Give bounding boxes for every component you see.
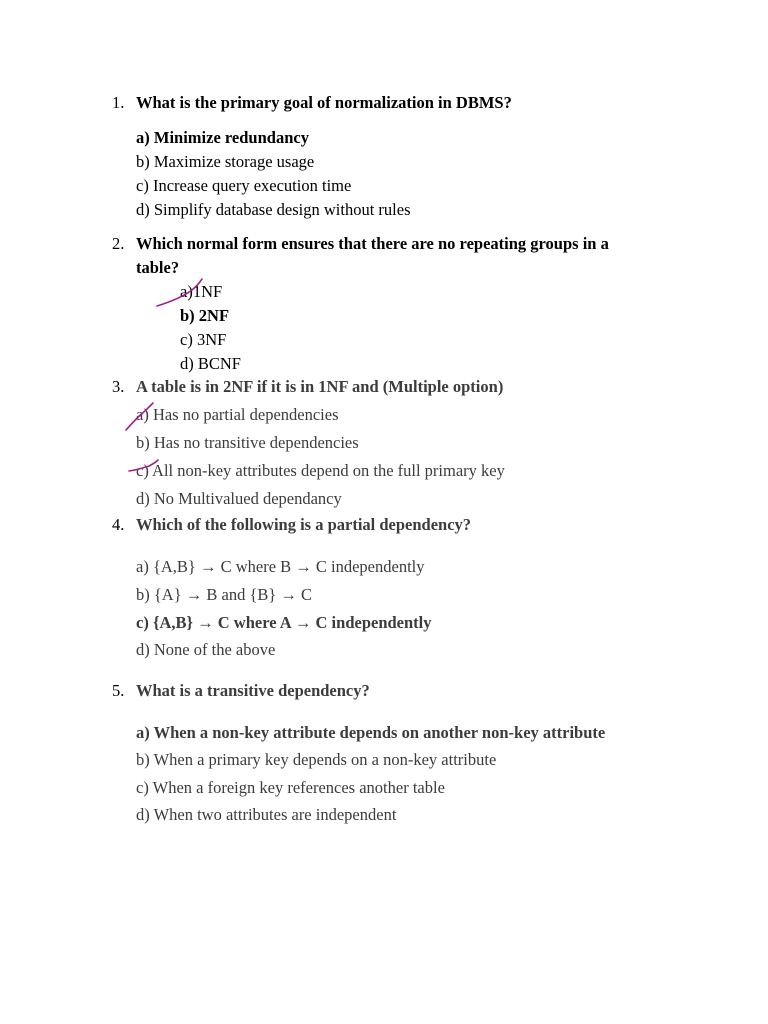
answer-option: d) No Multivalued dependancy — [136, 489, 342, 508]
answer-option: b) When a primary key depends on a non-key attribute — [136, 750, 497, 769]
answer-option: b) Maximize storage usage — [136, 152, 315, 171]
answer-option: a) When a non-key attribute depends on another non-key attribute — [136, 723, 606, 742]
answer-option: a) Has no partial dependencies — [136, 405, 339, 424]
answer-option: c) {A,B} → C where A → C independently — [136, 613, 432, 632]
answer-option: b) Has no transitive dependencies — [136, 433, 359, 452]
question-text: A table is in 2NF if it is in 1NF and (Multiple option) — [136, 377, 504, 396]
question-number: 3. — [112, 377, 125, 396]
question-number: 2. — [112, 234, 125, 253]
answer-option: d) BCNF — [180, 354, 241, 373]
answer-option: d) None of the above — [136, 640, 276, 659]
question-text: What is a transitive dependency? — [136, 681, 370, 700]
question-text: Which of the following is a partial dependency? — [136, 515, 472, 534]
answer-option: a)1NF — [180, 282, 223, 301]
question-text: What is the primary goal of normalization in DBMS? — [136, 93, 512, 112]
answer-option: d) When two attributes are independent — [136, 805, 397, 824]
answer-option: b) 2NF — [180, 306, 230, 325]
answer-option: c) All non-key attributes depend on the full primary key — [136, 461, 505, 480]
question-text: table? — [136, 258, 180, 277]
question-number: 4. — [112, 515, 125, 534]
question-number: 1. — [112, 93, 125, 112]
answer-option: b) {A} → B and {B} → C — [136, 585, 313, 604]
question-number: 5. — [112, 681, 125, 700]
question-text: Which normal form ensures that there are no repeating groups in a — [136, 234, 609, 253]
answer-option: d) Simplify database design without rules — [136, 200, 411, 219]
answer-option: c) 3NF — [180, 330, 227, 349]
answer-option: a) {A,B} → C where B → C independently — [136, 557, 425, 576]
answer-option: c) Increase query execution time — [136, 176, 352, 195]
answer-option: c) When a foreign key references another table — [136, 778, 445, 797]
answer-option: a) Minimize redundancy — [136, 128, 309, 147]
